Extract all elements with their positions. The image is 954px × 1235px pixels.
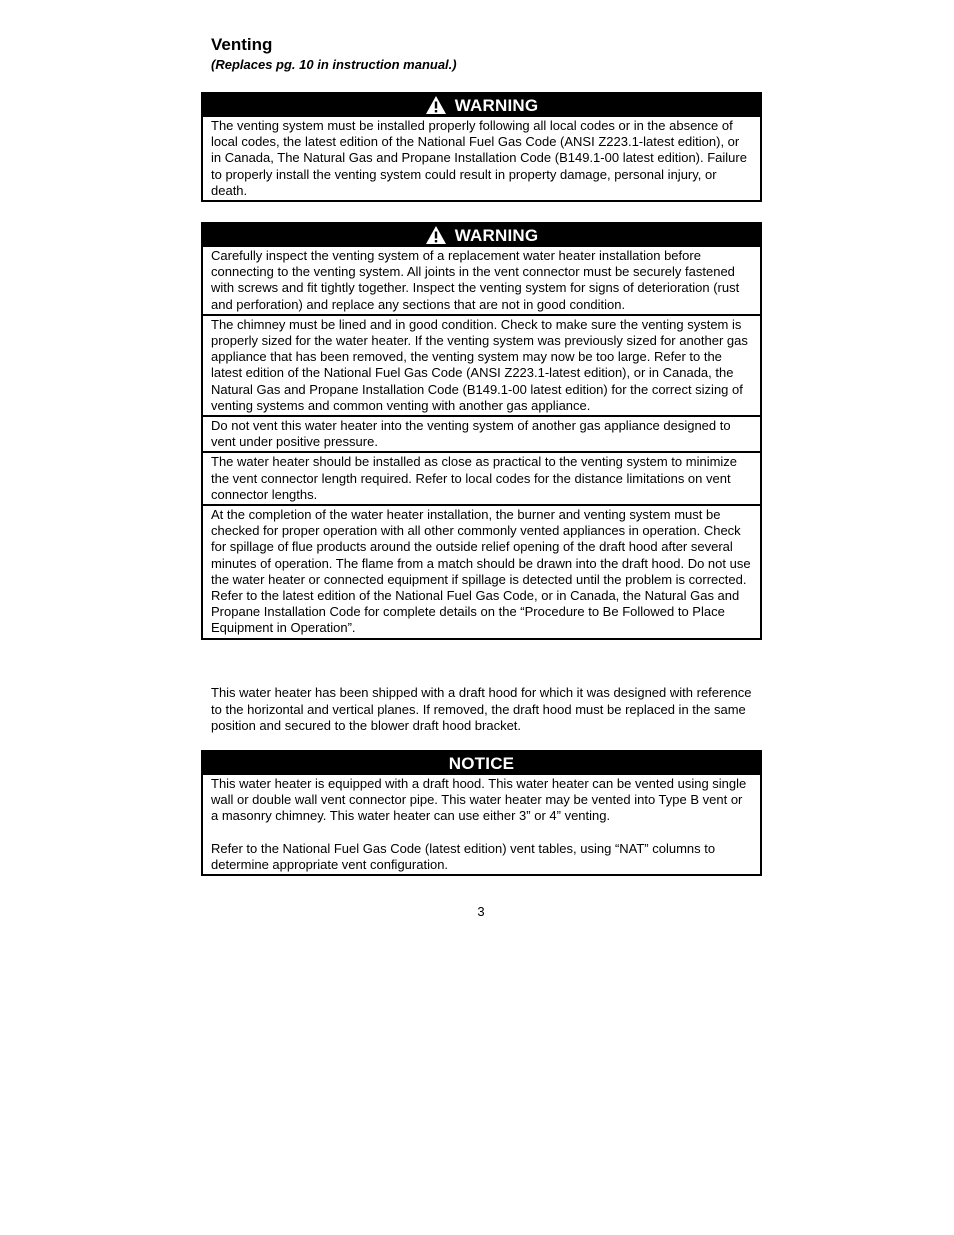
warning-cell bbox=[203, 504, 760, 638]
notice-text: This water heater is equipped with a draft hood. This water heater can be vented using single wall or double wall vent connector pipe. This water heater may be vented into Type B vent or a masonry chimney. This water heater can use either 3” or 4” venting. bbox=[211, 776, 747, 824]
warning-header bbox=[203, 224, 760, 247]
draft-hood-paragraph: This water heater has been shipped with a draft hood for which it was designed with reference to the horizontal and vertical planes. If removed, the draft hood must be replaced in the same position and secured to the blower draft hood bracket. bbox=[211, 685, 752, 733]
warning-text: At the completion of the water heater installation, the burner and venting system must be checked for proper operation with all other commonly vented appliances in operation. Check for spillage of flue products around the outside relief opening of the draft hood after several minutes of operation. The flame from a match should be drawn into the draft hood. Do not use the water heater or connected equipment if spillage is detected until the problem is corrected. Refer to the latest edition of the National Fuel Gas Code, or in Canada, the Natural Gas and Propane Installation Code for complete details on the “Procedure to Be Followed to Place Equipment in Operation”. bbox=[211, 507, 751, 636]
warning-cell bbox=[203, 451, 760, 504]
warning-text: The water heater should be installed as close as practical to the venting system to minimize the vent connector length required. Refer to local codes for the distance limitations on vent connector lengths. bbox=[211, 454, 738, 502]
notice-label: NOTICE bbox=[448, 753, 515, 773]
page-number: 3 bbox=[477, 904, 485, 919]
warning-body bbox=[203, 247, 760, 638]
warning-text: The chimney must be lined and in good condition. Check to make sure the venting system is properly sized for the water heater. If the venting system was previously sized for another gas appliance that has been removed, the venting system may now be too large. Refer to the latest edition of the National Fuel Gas Code (ANSI Z223.1-latest edition), or in Canada, the Natural Gas and Propane Installation Code (B149.1-00 latest edition) for the correct sizing of venting systems and common venting with another gas appliance. bbox=[211, 316, 748, 413]
section-title: Venting bbox=[211, 35, 273, 54]
notice-text: Refer to the National Fuel Gas Code (latest edition) vent tables, using “NAT” columns to determine appropriate vent configuration. bbox=[211, 840, 716, 872]
warning-cell bbox=[203, 247, 760, 314]
section-subtitle: (Replaces pg. 10 in instruction manual.) bbox=[211, 57, 457, 72]
notice-cell bbox=[203, 775, 760, 874]
warning-cell bbox=[203, 117, 760, 200]
warning-box-2 bbox=[201, 222, 762, 640]
warning-header bbox=[203, 94, 760, 117]
warning-triangle-icon bbox=[425, 95, 447, 115]
notice-box bbox=[201, 750, 762, 876]
warning-box-1 bbox=[201, 92, 762, 202]
notice-header bbox=[203, 752, 760, 775]
notice-body bbox=[203, 775, 760, 874]
warning-triangle-icon bbox=[425, 225, 447, 245]
warning-text: Do not vent this water heater into the venting system of another gas appliance designed to vent under positive pressure. bbox=[211, 418, 731, 450]
warning-label: WARNING bbox=[454, 225, 539, 245]
warning-text: Carefully inspect the venting system of a replacement water heater installation before connecting to the venting system. All joints in the vent connector must be securely fastened with screws and fit tightly together. Inspect the venting system for signs of deterioration (rust and perforation) and replace any sections that are not in good condition. bbox=[211, 248, 740, 312]
warning-cell bbox=[203, 415, 760, 451]
warning-label: WARNING bbox=[454, 95, 539, 115]
warning-text: The venting system must be installed properly following all local codes or in the absence of local codes, the latest edition of the National Fuel Gas Code (ANSI Z223.1-latest edition), or in Canada, The Natural Gas and Propane Installation Code (B149.1-00 latest edition). Failure to properly install the venting system could result in property damage, personal injury, or death. bbox=[211, 118, 747, 198]
warning-cell bbox=[203, 314, 760, 415]
warning-body bbox=[203, 117, 760, 200]
